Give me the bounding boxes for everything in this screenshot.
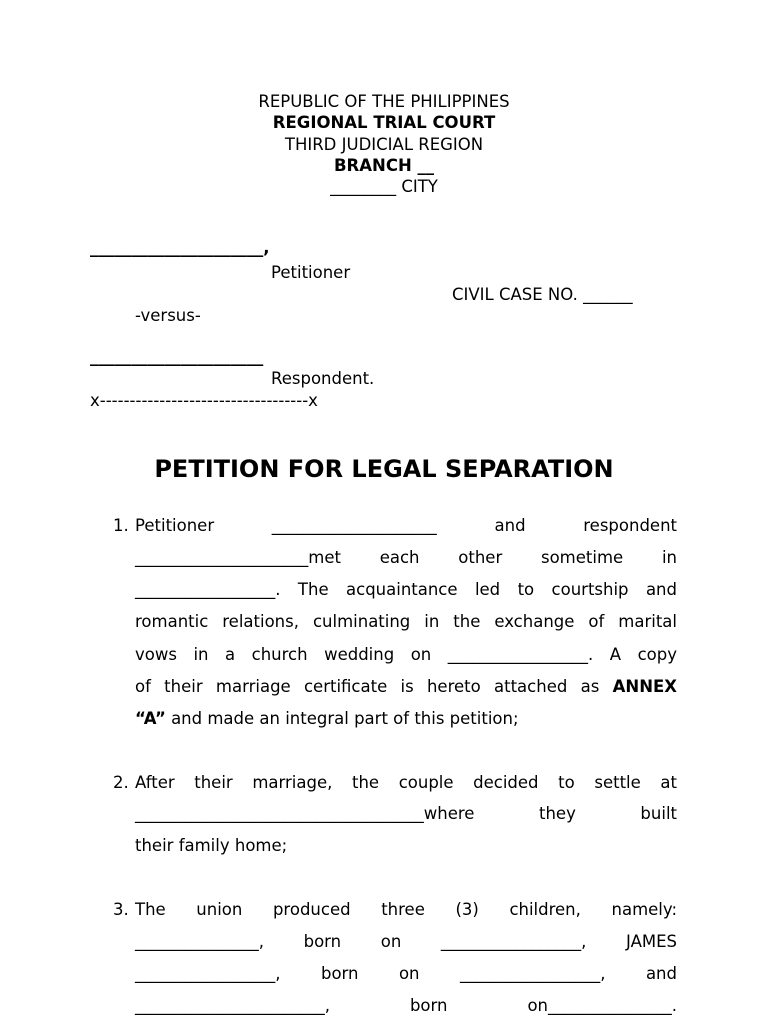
paragraph-1-line-7: [135, 711, 677, 728]
paragraph-1-line-6: [135, 679, 677, 696]
paragraph-2-number: 2.: [113, 773, 129, 792]
annex-letter: “A”: [135, 709, 166, 728]
versus-label: -versus-: [135, 306, 201, 325]
paragraph-2-line-2: ___________________________________where they built: [135, 804, 677, 823]
paragraph-3-line-1: The union produced three (3) children, namely:: [135, 900, 677, 919]
branch-heading: BRANCH __: [333, 156, 435, 175]
paragraph-3-line-4: _______________________, born on_______________.: [135, 996, 677, 1015]
respondent-name-blank: _____________________: [90, 347, 264, 366]
caption-separator: x-----------------------------------x: [90, 391, 318, 410]
city-heading: ________ CITY: [330, 177, 438, 196]
paragraph-3-line-3: _________________, born on _________________, and: [135, 964, 677, 983]
petitioner-name-blank: _____________________,: [90, 238, 270, 257]
paragraph-2-line-1: After their marriage, the couple decided to settle at: [135, 773, 677, 792]
annex-label: ANNEX: [612, 677, 677, 696]
paragraph-1-line-7-text: and made an integral part of this petition;: [165, 709, 519, 728]
civil-case-number: CIVIL CASE NO. ______: [452, 285, 633, 304]
paragraph-1-line-2: _____________________met each other sometime in: [135, 548, 677, 567]
paragraph-1-line-4: romantic relations, culminating in the exchange of marital: [135, 612, 677, 631]
paragraph-1-line-5: vows in a church wedding on _________________. A copy: [135, 645, 677, 664]
region-heading: THIRD JUDICIAL REGION: [284, 135, 484, 154]
paragraph-2-line-3: their family home;: [135, 836, 288, 855]
respondent-label: Respondent.: [271, 369, 375, 388]
republic-heading: REPUBLIC OF THE PHILIPPINES: [258, 92, 510, 111]
paragraph-1-line-3: _________________. The acquaintance led to courtship and: [135, 580, 677, 599]
petitioner-label: Petitioner: [271, 263, 351, 282]
paragraph-3-number: 3.: [113, 900, 129, 919]
paragraph-1-number: 1.: [113, 516, 129, 535]
paragraph-1-line-6-text: of their marriage certificate is hereto attached as: [135, 677, 613, 696]
paragraph-1-line-1: Petitioner ____________________ and respondent: [135, 516, 677, 535]
document-title: PETITION FOR LEGAL SEPARATION: [154, 455, 614, 483]
paragraph-3-line-2: _______________, born on _________________, JAMES: [135, 932, 677, 951]
court-heading: REGIONAL TRIAL COURT: [272, 113, 496, 132]
